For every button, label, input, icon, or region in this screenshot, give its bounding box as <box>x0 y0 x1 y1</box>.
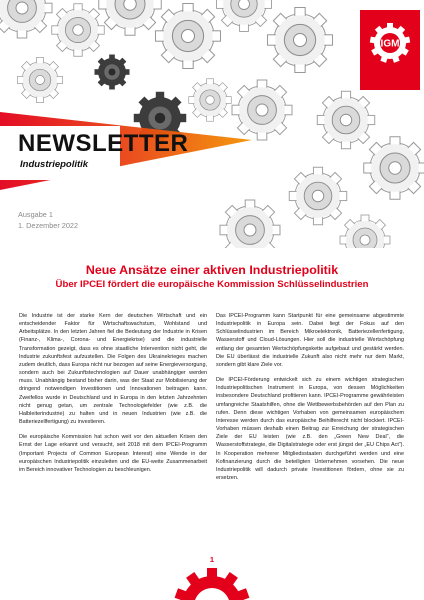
igm-logo <box>360 10 420 90</box>
article-headline: Neue Ansätze einer aktiven Industriepolitik <box>85 263 339 277</box>
gear-logo-icon <box>363 13 417 87</box>
footer-gear-icon <box>172 566 252 600</box>
paragraph: Die Industrie ist der starke Kern der deutschen Wirtschaft und ein entscheidender Faktor für Wirtschaftswachstum, Wohlstand und Arbeitsplätze. In den letzten Jahren fiel die Bedeutung der Industrie in Krisen (Finanz-, Klima-, Corona- und Energiekrise) und die industrielle Transformation gezeigt, dass es ohne staatliche Intervention nicht geht, die Industrie zukunftsfest aufzustellen. Die Folgen des Ukrainekrieges machen zudem deutlich, dass Europa nicht nur bezogen auf seine Energieversorgung, sondern auch bei Zukunftstechnologien auf Dauer unabhängiger werden muss. Unabhängig bestand bisher darin, was der Staat zur Mobilisierung der dringend notwendigen Investitionen und Innovationen beitragen kann. Zweifellos wurde in Deutschland und in Europa in den letzten Jahrzehnten nicht genug getan, um zentrale Technologiefelder (wie z.B. die Halbleiterindustrie) zu halten und in neuen Industrien (wie z.B. die Batteriezellfertigung) zu investieren. <box>19 313 207 426</box>
page-number: 1 <box>209 555 215 564</box>
left-column <box>19 312 207 481</box>
issue-date: 1. Dezember 2022 <box>18 221 79 230</box>
issue-number: Ausgabe 1 <box>18 210 53 219</box>
newsletter-subtitle: Industriepolitik <box>20 159 89 170</box>
logo-text: IGM <box>380 38 400 50</box>
paragraph: Das IPCEI-Programm kann Startpunkt für eine gemeinsame abgestimmte Industriepolitik in Europa sein. Dabei liegt der Fokus auf den Schlüsselindustrien im Bereich Mikroelektronik, Batteriezellenfertigung, Wasserstoff und Cloud-Lösungen. Hier soll die industrielle Wertschöpfung entlang der gesamten Wertschöpfungskette aufgebaut und gestärkt werden. Die EU überlässt die industrielle Zukunft also nicht mehr nur dem Markt, sondern gibt klare Ziele vor. <box>216 313 404 368</box>
paragraph: Die IPCEI-Förderung entwickelt sich zu einem wichtigen strategischen Industriepolitischen Instrument in Europa, von dessen Möglichkeiten insbesondere Deutschland profitieren kann. IPCEI-Programme gewährleisten umfangreiche Staatshilfen, ohne die Wettbewerbsbehörden auf den Plan zu rufen. Denn diese wichtigen Vorhaben von gemeinsamen europäischem Interesse werden durch das europäische Beihilferecht nicht blockiert. IPCEI-Vorhaben müssen deshalb einen Beitrag zur Erreichung der strategischen Ziele der EU leisten (wie z.B. den „Green New Deal“, die Wasserstoffstrategie, die Digitalstrategie oder erst jüngst der „EU Chips Act“). In Kooperation mehrerer Mitgliedsstaaten durchgeführt werden und eine Kofinanzierung durch die beteiligten Unternehmen vorsehen. Die neue Industriepolitik will dadurch private Investitionen fördern, ohne sie zu ersetzen. <box>216 377 404 481</box>
header-banner <box>0 0 424 248</box>
right-column <box>216 312 404 489</box>
paragraph: Die europäische Kommission hat schon weit vor den aktuellen Krisen den Ernst der Lage erkannt und versucht, seit 2018 mit dem IPCEI-Programm (Important Projects of Common European Interest) eine Wende in der europäischen Industriepolitik einzuleiten und die EU-weite Zusammenarbeit im Bereich innovativer Technologien zu beschleunigen. <box>19 434 207 473</box>
newsletter-title: NEWSLETTER <box>18 130 189 157</box>
article-subheadline: Über IPCEI fördert die europäische Kommission Schlüsselindustrien <box>55 279 369 290</box>
